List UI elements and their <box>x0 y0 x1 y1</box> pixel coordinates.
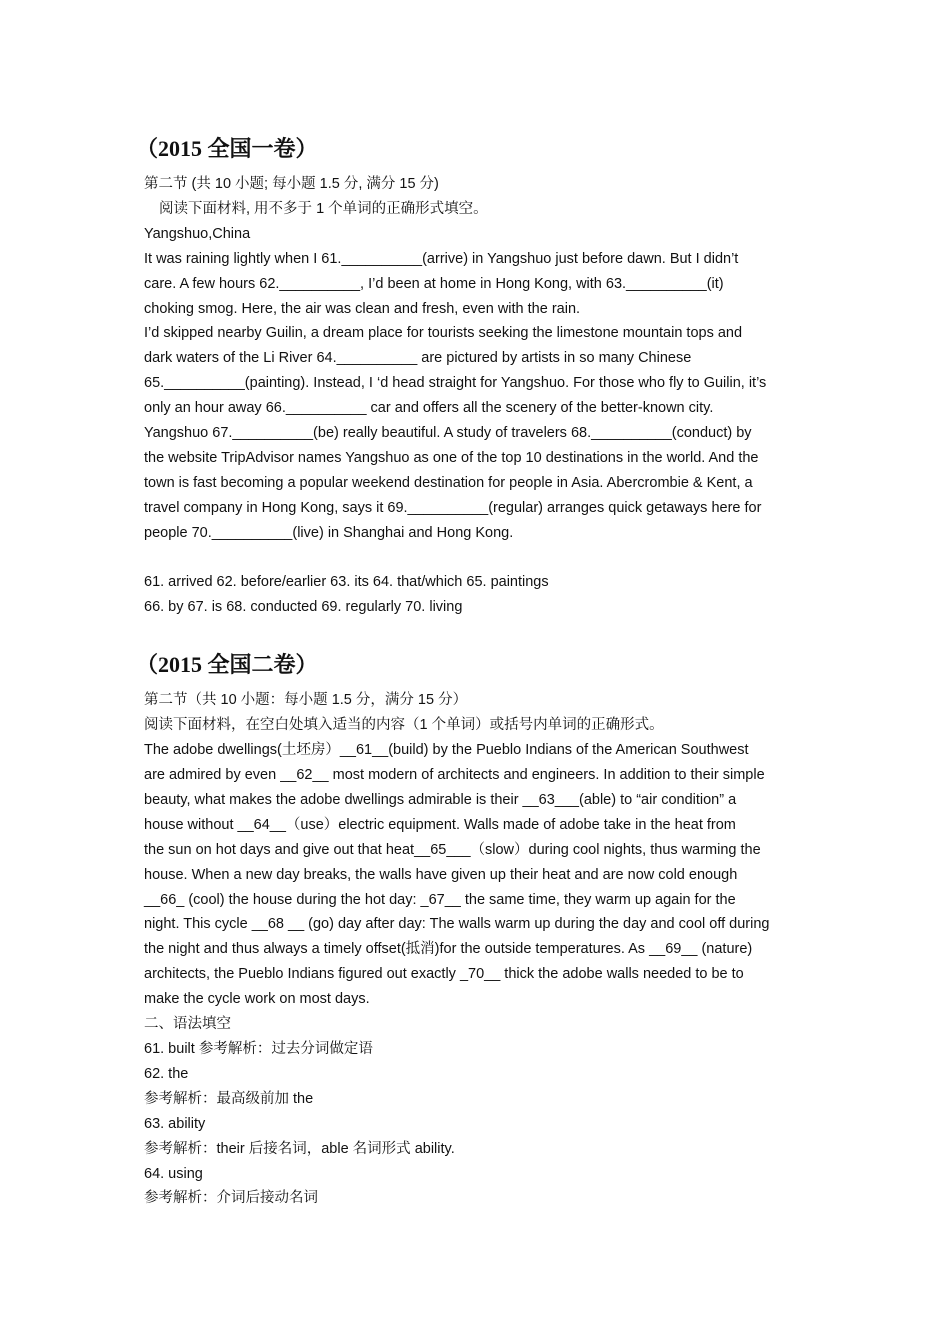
passage-line: make the cycle work on most days. <box>144 991 370 1008</box>
passage-line: the sun on hot days and give out that heat__65___（slow）during cool nights, thus warming the <box>144 841 761 858</box>
passage-line: town is fast becoming a popular weekend destination for people in Asia. Abercrombie & Kent, a <box>144 474 753 491</box>
answer-explanation: 参考解析：最高级前加 the <box>144 1090 314 1107</box>
passage-line: people 70.__________(live) in Shanghai and Hong Kong. <box>144 524 514 541</box>
passage-line: Yangshuo 67.__________(be) really beautiful. A study of travelers 68.__________(conduct) by <box>144 425 752 442</box>
section-heading: （2015 全国二卷） <box>136 652 318 678</box>
answer-explanation: 参考解析：介词后接动名词 <box>144 1190 318 1207</box>
document-body <box>136 132 808 1211</box>
passage-line: choking smog. Here, the air was clean and fresh, even with the rain. <box>144 300 581 317</box>
passage-line: night. This cycle __68 __ (go) day after day: The walls warm up during the day and cool off during <box>144 916 770 933</box>
passage-line: care. A few hours 62.__________, I’d been at home in Hong Kong, with 63.__________(it) <box>144 275 724 292</box>
passage-line: architects, the Pueblo Indians figured out exactly _70__ thick the adobe walls needed to be to <box>144 966 744 983</box>
answer-line: 63. ability <box>144 1115 206 1132</box>
passage-line: __66_ (cool) the house during the hot day: _67__ the same time, they warm up again for the <box>144 891 736 908</box>
blank-line <box>144 546 808 571</box>
section-2015-paper-2 <box>136 648 808 1211</box>
section-2015-paper-1 <box>136 132 808 620</box>
answer-section-title: 二、语法填空 <box>144 1016 231 1033</box>
passage-line: the night and thus always a timely offset(抵消)for the outside temperatures. As __69__ (nature) <box>144 941 753 958</box>
answer-line: 64. using <box>144 1165 203 1182</box>
answer-key-line: 66. by 67. is 68. conducted 69. regularly 70. living <box>144 599 463 616</box>
passage-line: only an hour away 66.__________ car and offers all the scenery of the better-known city. <box>144 400 714 417</box>
answer-line: 61. built 参考解析：过去分词做定语 <box>144 1040 373 1057</box>
passage-line: I’d skipped nearby Guilin, a dream place for tourists seeking the limestone mountain tops and <box>144 325 743 342</box>
passage-line: It was raining lightly when I 61.__________(arrive) in Yangshuo just before dawn. But I didn’t <box>144 250 739 267</box>
passage-line: house. When a new day breaks, the walls have given up their heat and are now cold enough <box>144 866 738 883</box>
passage-line: dark waters of the Li River 64.__________ are pictured by artists in so many Chinese <box>144 350 692 367</box>
task-instruction: 阅读下面材料, 用不多于 1 个单词的正确形式填空。 <box>159 200 488 217</box>
section-instructions: 第二节 (共 10 小题; 每小题 1.5 分, 满分 15 分) <box>144 176 439 192</box>
answer-explanation: 参考解析：their 后接名词，able 名词形式 ability. <box>144 1140 455 1157</box>
passage-line: are admired by even __62__ most modern of architects and engineers. In addition to their simple <box>144 767 765 784</box>
passage-line: travel company in Hong Kong, says it 69.__________(regular) arranges quick getaways here for <box>144 499 762 516</box>
answer-key-line: 61. arrived 62. before/earlier 63. its 64. that/which 65. paintings <box>144 574 549 591</box>
section-heading: （2015 全国一卷） <box>136 136 318 161</box>
answer-line: 62. the <box>144 1065 189 1082</box>
passage-title: Yangshuo,China <box>144 225 251 242</box>
passage-line: house without __64__（use）electric equipment. Walls made of adobe take in the heat from <box>144 816 736 833</box>
section-spacer <box>144 620 808 648</box>
passage-line: The adobe dwellings(土坯房）__61__(build) by the Pueblo Indians of the American Southwest <box>144 742 749 759</box>
section-instructions: 第二节（共 10 小题：每小题 1.5 分，满分 15 分） <box>144 692 468 709</box>
passage-line: beauty, what makes the adobe dwellings admirable is their __63___(able) to “air condition” a <box>144 791 737 808</box>
passage-line: 65.__________(painting). Instead, I ‘d head straight for Yangshuo. For those who fly to Guilin, it’s <box>144 375 767 392</box>
passage-line: the website TripAdvisor names Yangshuo as one of the top 10 destinations in the world. And the <box>144 449 759 466</box>
task-instruction: 阅读下面材料，在空白处填入适当的内容（1 个单词）或括号内单词的正确形式。 <box>144 717 664 734</box>
